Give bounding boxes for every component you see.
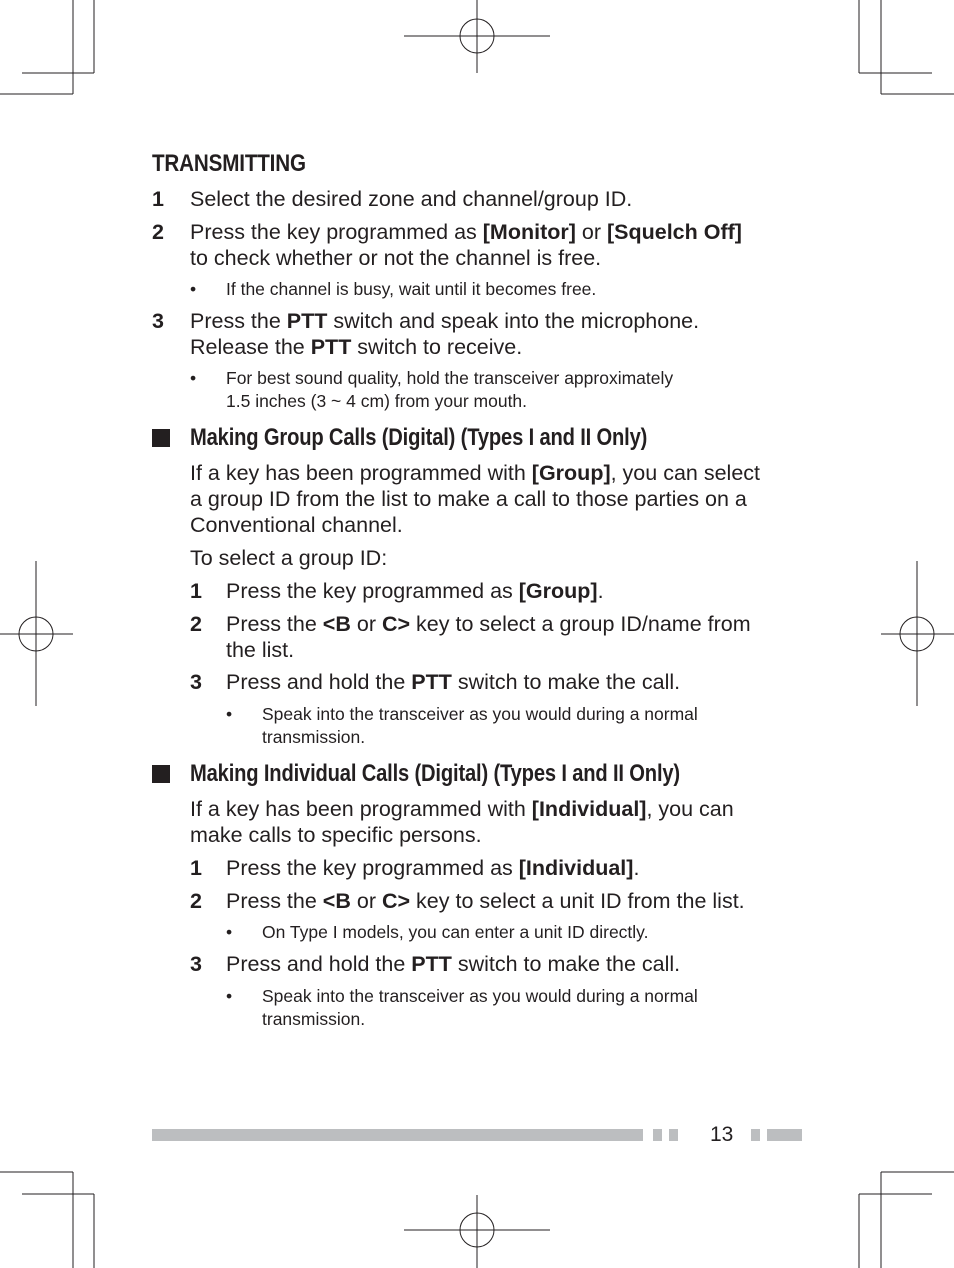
bullet-text: If the channel is busy, wait until it becomes free. [226, 279, 597, 299]
step-number: 2 [190, 889, 202, 913]
bullet-dot: • [190, 368, 197, 388]
step-text: Select the desired zone and channel/group ID. [190, 187, 633, 211]
squelch-off-key: [Squelch Off] [606, 220, 742, 244]
step-text: Press the key programmed as [Individual]. [226, 856, 640, 880]
group-key: [Group] [518, 579, 598, 603]
step-text: Press and hold the PTT switch to make the call. [226, 670, 681, 694]
ptt-key: PTT [411, 952, 452, 976]
bullet-dot: • [226, 986, 233, 1006]
bullet-dot: • [190, 279, 197, 299]
bullet-text-line2: 1.5 inches (3 ~ 4 cm) from your mouth. [226, 391, 528, 411]
bullet-text-line2: transmission. [262, 727, 366, 747]
individual-intro-line1: If a key has been programmed with [Individual], you can [190, 797, 734, 821]
footer-bar-long [152, 1129, 643, 1141]
page-number: 13 [710, 1123, 734, 1146]
step-number: 1 [152, 187, 164, 211]
group-select-text: To select a group ID: [190, 546, 388, 570]
step-number: 2 [190, 612, 202, 636]
ptt-key: PTT [411, 670, 452, 694]
individual-key: [Individual] [518, 856, 634, 880]
footer-bar-square [653, 1129, 662, 1141]
b-key: <B [322, 612, 351, 636]
step-text: Press the <B or C> key to select a unit ID from the list. [226, 889, 745, 913]
individual-calls-heading [152, 760, 773, 788]
group-intro-line1: If a key has been programmed with [Group], you can select [190, 461, 760, 485]
ptt-key: PTT [310, 335, 352, 359]
step-number: 2 [152, 220, 164, 244]
step-text: Press the key programmed as [Monitor] or [Squelch Off] [190, 220, 742, 244]
transmitting-heading: TRANSMITTING [152, 150, 306, 177]
group-intro-line2: a group ID from the list to make a call to those parties on a [190, 487, 747, 511]
group-key: [Group] [531, 461, 611, 485]
bullet-text-line2: transmission. [262, 1009, 366, 1029]
bullet-text: Speak into the transceiver as you would during a normal [262, 986, 698, 1006]
bullet-text: On Type I models, you can enter a unit ID directly. [262, 922, 649, 942]
individual-intro-line2: make calls to specific persons. [190, 823, 482, 847]
step-number: 3 [190, 952, 202, 976]
bullet-text: Speak into the transceiver as you would during a normal [262, 704, 698, 724]
group-intro-line3: Conventional channel. [190, 513, 403, 537]
square-bullet-icon [152, 765, 170, 783]
step-text: Press the PTT switch and speak into the microphone. [190, 309, 700, 333]
step-text-line2: Release the PTT switch to receive. [190, 335, 523, 359]
ptt-key: PTT [286, 309, 328, 333]
individual-key: [Individual] [531, 797, 647, 821]
bullet-text: For best sound quality, hold the transceiver approximately [226, 368, 674, 388]
group-calls-heading-text: Making Group Calls (Digital) (Types I and II Only) [190, 424, 648, 451]
bullet-dot: • [226, 922, 233, 942]
footer-bar-square [669, 1129, 678, 1141]
bullet-dot: • [226, 704, 233, 724]
step-text: Press the <B or C> key to select a group ID/name from [226, 612, 751, 636]
step-text-line2: to check whether or not the channel is free. [190, 246, 602, 270]
step-number: 1 [190, 579, 202, 603]
footer-bar-short [767, 1129, 802, 1141]
individual-calls-heading-text: Making Individual Calls (Digital) (Types I and II Only) [190, 760, 680, 787]
group-calls-heading [152, 424, 734, 452]
monitor-key: [Monitor] [482, 220, 576, 244]
step-text-line2: the list. [226, 638, 295, 662]
footer-bar-square [751, 1129, 760, 1141]
c-key: C> [381, 612, 411, 636]
step-text: Press and hold the PTT switch to make the call. [226, 952, 681, 976]
step-number: 1 [190, 856, 202, 880]
b-key: <B [322, 889, 351, 913]
step-text: Press the key programmed as [Group]. [226, 579, 604, 603]
c-key: C> [381, 889, 411, 913]
step-number: 3 [190, 670, 202, 694]
step-number: 3 [152, 309, 164, 333]
square-bullet-icon [152, 429, 170, 447]
